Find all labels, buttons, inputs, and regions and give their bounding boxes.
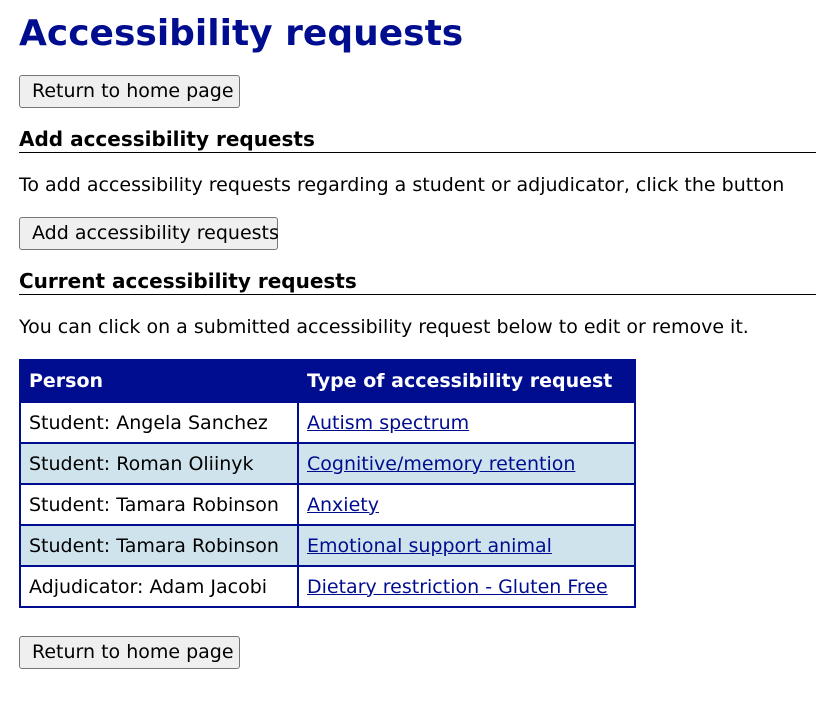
page-title: Accessibility requests [19, 13, 464, 54]
request-cell [298, 525, 635, 566]
add-requests-heading: Add accessibility requests [19, 126, 816, 153]
request-cell [298, 402, 635, 443]
request-cell [298, 566, 635, 607]
request-link[interactable]: Anxiety [307, 493, 379, 516]
request-cell [298, 484, 635, 525]
column-header-request-type: Type of accessibility request [298, 360, 635, 402]
person-cell: Student: Roman Oliinyk [20, 443, 298, 484]
table-row [20, 402, 635, 443]
return-home-button-top[interactable]: Return to home page [19, 75, 240, 108]
requests-table [19, 359, 636, 608]
table-row [20, 525, 635, 566]
person-cell: Student: Tamara Robinson [20, 525, 298, 566]
request-cell [298, 443, 635, 484]
person-cell: Student: Angela Sanchez [20, 402, 298, 443]
table-row [20, 443, 635, 484]
return-home-button-bottom[interactable]: Return to home page [19, 636, 240, 669]
table-row [20, 566, 635, 607]
request-link[interactable]: Cognitive/memory retention [307, 452, 576, 475]
add-requests-button[interactable]: Add accessibility requests [19, 217, 278, 250]
add-requests-description: To add accessibility requests regarding a student or adjudicator, click the button [19, 174, 785, 196]
column-header-person: Person [20, 360, 298, 402]
person-cell: Student: Tamara Robinson [20, 484, 298, 525]
request-link[interactable]: Dietary restriction - Gluten Free [307, 575, 608, 598]
current-requests-description: You can click on a submitted accessibility request below to edit or remove it. [19, 316, 749, 338]
request-link[interactable]: Autism spectrum [307, 411, 470, 434]
table-row [20, 484, 635, 525]
table-header-row [20, 360, 635, 402]
request-link[interactable]: Emotional support animal [307, 534, 552, 557]
person-cell: Adjudicator: Adam Jacobi [20, 566, 298, 607]
current-requests-heading: Current accessibility requests [19, 268, 816, 295]
